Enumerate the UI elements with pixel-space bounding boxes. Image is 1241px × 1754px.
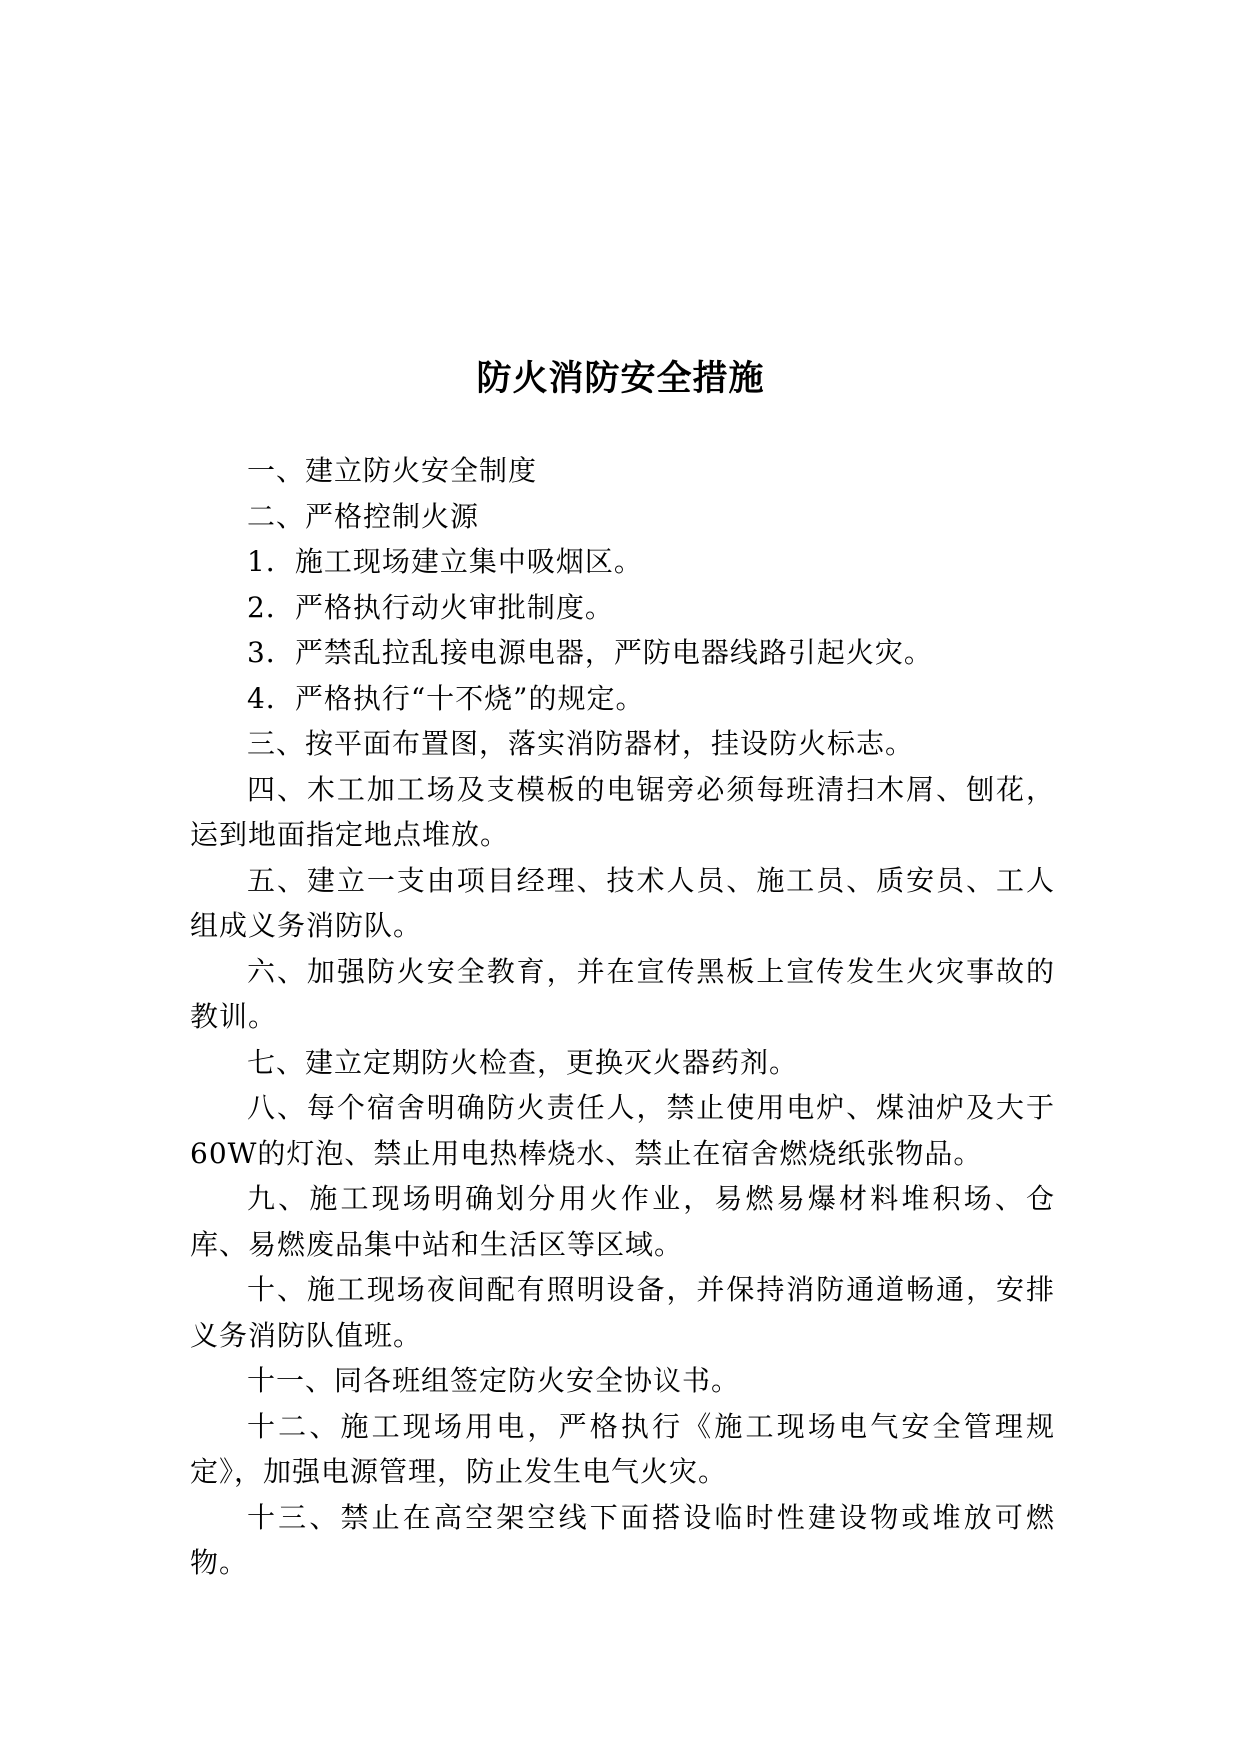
paragraph-2: 二、严格控制火源 xyxy=(247,499,480,533)
paragraph-7: 三、按平面布置图，落实消防器材，挂设防火标志。 xyxy=(247,727,915,760)
paragraph-1: 一、建立防火安全制度 xyxy=(247,454,538,487)
paragraph-4: 2．严格执行动火审批制度。 xyxy=(247,590,614,624)
paragraph-3: 1．施工现场建立集中吸烟区。 xyxy=(247,545,643,578)
paragraph-10: 六、加强防火安全教育，并在宣传黑板上宣传发生火灾事故的教训。 xyxy=(190,954,1055,1033)
paragraph-8: 四、木工加工场及支模板的电锯旁必须每班清扫木屑、刨花，运到地面指定地点堆放。 xyxy=(190,772,1055,851)
paragraph-17: 十三、禁止在高空架空线下面搭设临时性建设物或堆放可燃物。 xyxy=(190,1500,1055,1579)
paragraph-6: 4．严格执行“十不烧”的规定。 xyxy=(247,681,645,715)
paragraph-13: 九、施工现场明确划分用火作业，易燃易爆材料堆积场、仓库、易燃废品集中站和生活区等区域。 xyxy=(190,1182,1055,1261)
document-body xyxy=(190,448,1055,1586)
paragraph-15: 十一、同各班组签定防火安全协议书。 xyxy=(247,1364,741,1397)
paragraph-14: 十、施工现场夜间配有照明设备，并保持消防通道畅通，安排义务消防队值班。 xyxy=(190,1273,1055,1352)
page-title: 防火消防安全措施 xyxy=(476,359,765,399)
paragraph-5: 3．严禁乱拉乱接电源电器，严防电器线路引起火灾。 xyxy=(247,636,933,669)
paragraph-16: 十二、施工现场用电，严格执行《施工现场电气安全管理规定》，加强电源管理，防止发生电气火灾。 xyxy=(190,1409,1055,1488)
paragraph-12: 八、每个宿舍明确防火责任人，禁止使用电炉、煤油炉及大于60W的灯泡、禁止用电热棒烧水、禁止在宿舍燃烧纸张物品。 xyxy=(190,1091,1055,1170)
paragraph-9: 五、建立一支由项目经理、技术人员、施工员、质安员、工人组成义务消防队。 xyxy=(190,863,1055,942)
paragraph-11: 七、建立定期防火检查，更换灭火器药剂。 xyxy=(247,1045,799,1079)
